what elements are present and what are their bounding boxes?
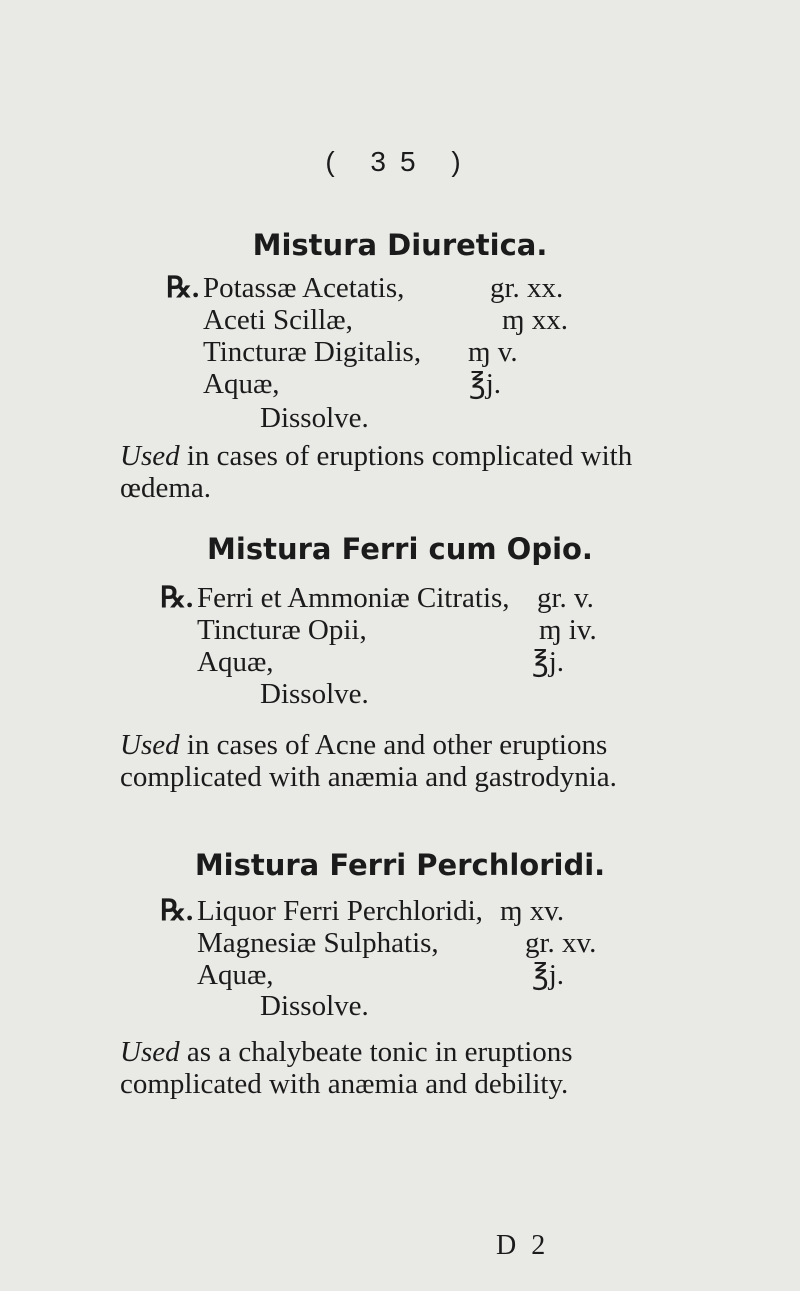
ingredient-name: Magnesiæ Sulphatis, [197, 927, 439, 959]
usage-note-text: in cases of eruptions complicated with œdema. [120, 440, 633, 504]
ingredient-name: Aceti Scillæ, [203, 304, 353, 336]
usage-note [120, 729, 680, 793]
ingredient-quantity: gr. xv. [525, 927, 597, 959]
ingredient-quantity: ℥j. [469, 368, 502, 400]
ingredient-line [166, 336, 616, 368]
signature-mark: D 2 [496, 1230, 550, 1261]
ingredient-name: Aquæ, [197, 646, 274, 678]
usage-note [120, 1036, 680, 1100]
ingredient-line [166, 304, 616, 336]
ingredient-name: Aquæ, [203, 368, 280, 400]
usage-note-text: as a chalybeate tonic in eruptions complicated with anæmia and debility. [120, 1036, 573, 1100]
ingredient-name: Potassæ Acetatis, [203, 272, 405, 304]
recipe-title-ferri-perchloridi: Mistura Ferri Perchloridi. [194, 848, 606, 882]
ingredient-quantity: ɱ iv. [539, 614, 597, 646]
ingredient-name: Tincturæ Opii, [197, 614, 367, 646]
recipe-block-ferri-perchloridi [160, 895, 620, 991]
ingredient-line [160, 646, 620, 678]
ingredient-line [160, 959, 620, 991]
usage-note [120, 440, 680, 504]
page-number: ( 35 ) [325, 146, 475, 177]
ingredient-quantity: ɱ v. [468, 336, 518, 368]
ingredient-line [160, 927, 620, 959]
ingredient-line [166, 272, 616, 304]
ingredient-quantity: gr. xx. [490, 272, 564, 304]
ingredient-line [160, 582, 620, 614]
recipe-title-diuretica: Mistura Diuretica. [252, 228, 548, 262]
ingredient-name: Ferri et Ammoniæ Citratis, [197, 582, 510, 614]
ingredient-name: Aquæ, [197, 959, 274, 991]
ingredient-line [160, 895, 620, 927]
ingredient-line [160, 614, 620, 646]
usage-note-label: Used [120, 440, 180, 472]
ingredient-quantity: ℥j. [532, 646, 565, 678]
ingredient-quantity: ɱ xx. [502, 304, 569, 336]
recipe-instruction: Dissolve. [260, 678, 369, 710]
recipe-instruction: Dissolve. [260, 990, 369, 1022]
ingredient-name: Tincturæ Digitalis, [203, 336, 422, 368]
recipe-title-ferri-opio: Mistura Ferri cum Opio. [207, 532, 593, 566]
usage-note-label: Used [120, 1036, 180, 1068]
usage-note-text: in cases of Acne and other eruptions complicated with anæmia and gastrodynia. [120, 729, 617, 793]
usage-note-label: Used [120, 729, 180, 761]
ingredient-quantity: ℥j. [532, 959, 565, 991]
ingredient-line [166, 368, 616, 400]
ingredient-name: Liquor Ferri Perchloridi, [197, 895, 483, 927]
recipe-block-diuretica [166, 272, 616, 400]
recipe-symbol: ℞. [160, 582, 194, 614]
recipe-instruction: Dissolve. [260, 402, 369, 434]
recipe-block-ferri-opio [160, 582, 620, 678]
recipe-symbol: ℞. [166, 272, 200, 304]
ingredient-quantity: ɱ xv. [500, 895, 565, 927]
ingredient-quantity: gr. v. [537, 582, 594, 614]
recipe-symbol: ℞. [160, 895, 194, 927]
